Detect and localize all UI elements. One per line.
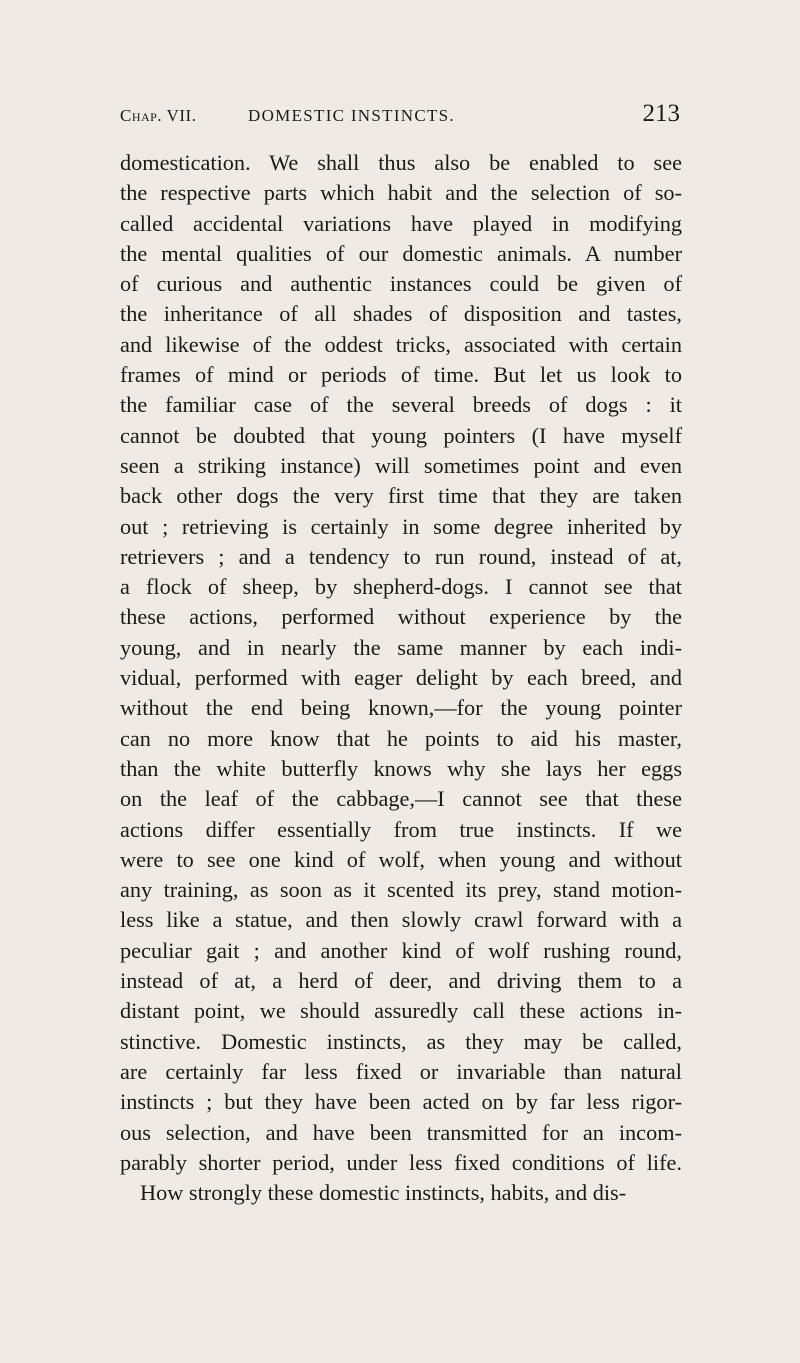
- text-line: stinctive. Domestic instincts, as they may be called,: [120, 1028, 682, 1054]
- text-line: were to see one kind of wolf, when young and without: [120, 846, 682, 872]
- running-title: DOMESTIC INSTINCTS.: [248, 106, 455, 125]
- text-line: seen a striking instance) will sometimes point and even: [120, 452, 682, 478]
- text-line: domestication. We shall thus also be enabled to see: [120, 150, 682, 175]
- text-line: the mental qualities of our domestic animals. A number: [120, 240, 682, 266]
- text-line: less like a statue, and then slowly crawl forward with a: [120, 907, 682, 933]
- text-line: than the white butterfly knows why she lays her eggs: [120, 755, 682, 781]
- text-line-paragraph-start: How strongly these domestic instincts, habits, and dis-: [140, 1180, 627, 1206]
- text-line: of curious and authentic instances could be given of: [120, 271, 682, 297]
- text-line: distant point, we should assuredly call these actions in-: [120, 998, 682, 1024]
- text-line: parably shorter period, under less fixed conditions of life.: [120, 1149, 682, 1175]
- text-line: the familiar case of the several breeds of dogs : it: [120, 392, 682, 418]
- text-line: young, and in nearly the same manner by each indi-: [120, 634, 682, 660]
- text-line: without the end being known,—for the young pointer: [120, 695, 682, 721]
- text-line: instead of at, a herd of deer, and driving them to a: [120, 968, 682, 994]
- text-line: the inheritance of all shades of disposition and tastes,: [120, 301, 682, 327]
- text-line: can no more know that he points to aid his master,: [120, 725, 682, 751]
- text-line: are certainly far less fixed or invariable than natural: [120, 1058, 682, 1084]
- text-line: instincts ; but they have been acted on by far less rigor-: [120, 1089, 682, 1115]
- page-number: 213: [642, 100, 680, 127]
- text-line: ous selection, and have been transmitted for an incom-: [120, 1119, 682, 1145]
- text-line: called accidental variations have played in modifying: [120, 210, 682, 236]
- body-text: [120, 148, 682, 1208]
- text-line: cannot be doubted that young pointers (I have myself: [120, 422, 682, 448]
- text-line: the respective parts which habit and the selection of so-: [120, 180, 682, 206]
- running-head: [120, 100, 680, 140]
- text-line: actions differ essentially from true instincts. If we: [120, 816, 682, 842]
- text-line: these actions, performed without experience by the: [120, 604, 682, 630]
- text-line: and likewise of the oddest tricks, associated with certain: [120, 331, 682, 357]
- chapter-label: Chap. VII.: [120, 106, 197, 125]
- text-line: peculiar gait ; and another kind of wolf rushing round,: [120, 937, 682, 963]
- text-line: a flock of sheep, by shepherd-dogs. I cannot see that: [120, 574, 682, 600]
- text-line: on the leaf of the cabbage,—I cannot see that these: [120, 786, 682, 812]
- text-line: any training, as soon as it scented its prey, stand motion-: [120, 877, 682, 903]
- text-line: vidual, performed with eager delight by each breed, and: [120, 665, 682, 691]
- text-line: out ; retrieving is certainly in some degree inherited by: [120, 513, 682, 539]
- text-line: back other dogs the very first time that they are taken: [120, 483, 682, 509]
- text-line: frames of mind or periods of time. But let us look to: [120, 362, 682, 388]
- text-line: retrievers ; and a tendency to run round, instead of at,: [120, 543, 682, 569]
